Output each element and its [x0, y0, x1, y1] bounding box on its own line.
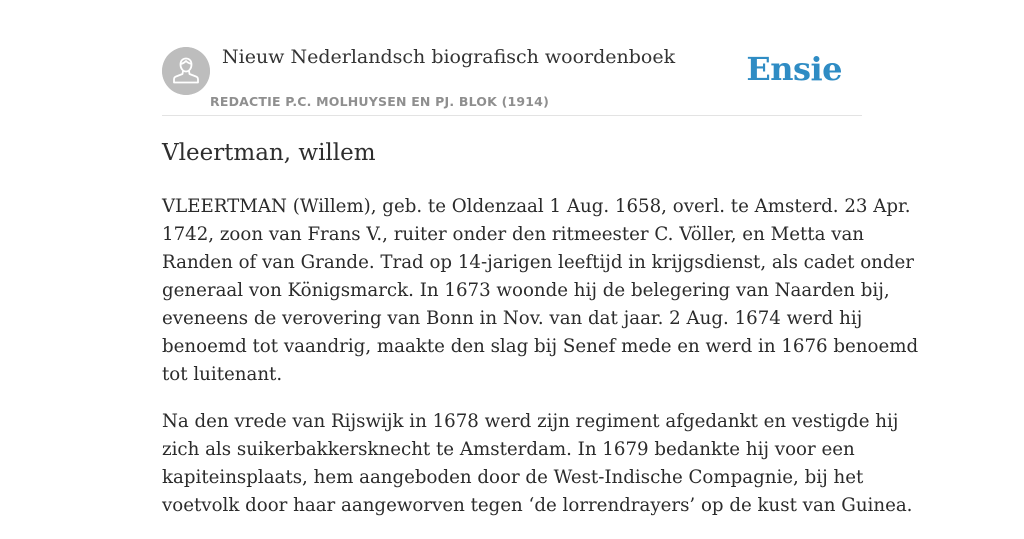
paragraph-2	[162, 408, 913, 520]
text-line: VLEERTMAN (Willem), geb. te Oldenzaal 1 Aug. 1658, overl. te Amsterd. 23 Apr.	[162, 196, 911, 217]
text-line: kapiteinsplaats, hem aangeboden door de West-Indische Compagnie, bij het	[162, 467, 864, 488]
paragraph-1	[162, 193, 919, 389]
text-line: eveneens de verovering van Bonn in Nov. van dat jaar. 2 Aug. 1674 werd hij	[162, 308, 863, 329]
text-line: Randen of van Grande. Trad op 14-jarigen leeftijd in krijgsdienst, als cadet onder	[162, 252, 914, 273]
user-avatar-icon[interactable]	[162, 47, 210, 95]
text-line: tot luitenant.	[162, 364, 283, 385]
text-line: generaal von Königsmarck. In 1673 woonde hij de belegering van Naarden bij,	[162, 280, 890, 301]
text-line: voetvolk door haar aangeworven tegen ‘de lorrendrayers’ op de kust van Guinea.	[162, 495, 913, 516]
person-outline-icon	[162, 47, 210, 95]
text-line: 1742, zoon van Frans V., ruiter onder den ritmeester C. Völler, en Metta van	[162, 224, 865, 245]
entry-title: Vleertman, willem	[162, 140, 376, 166]
text-line: benoemd tot vaandrig, maakte den slag bij Senef mede en werd in 1676 benoemd	[162, 336, 919, 357]
editors-credit: REDACTIE P.C. MOLHUYSEN EN PJ. BLOK (1914)	[210, 94, 549, 109]
text-line: zich als suikerbakkersknecht te Amsterdam. In 1679 bedankte hij voor een	[162, 439, 855, 460]
book-title[interactable]: Nieuw Nederlandsch biografisch woordenboek	[222, 46, 676, 68]
page-container	[162, 0, 919, 516]
header	[162, 0, 862, 116]
entry-body	[162, 193, 919, 539]
ensie-logo[interactable]: Ensie	[746, 50, 842, 88]
text-line: Na den vrede van Rijswijk in 1678 werd zijn regiment afgedankt en vestigde hij	[162, 411, 899, 432]
